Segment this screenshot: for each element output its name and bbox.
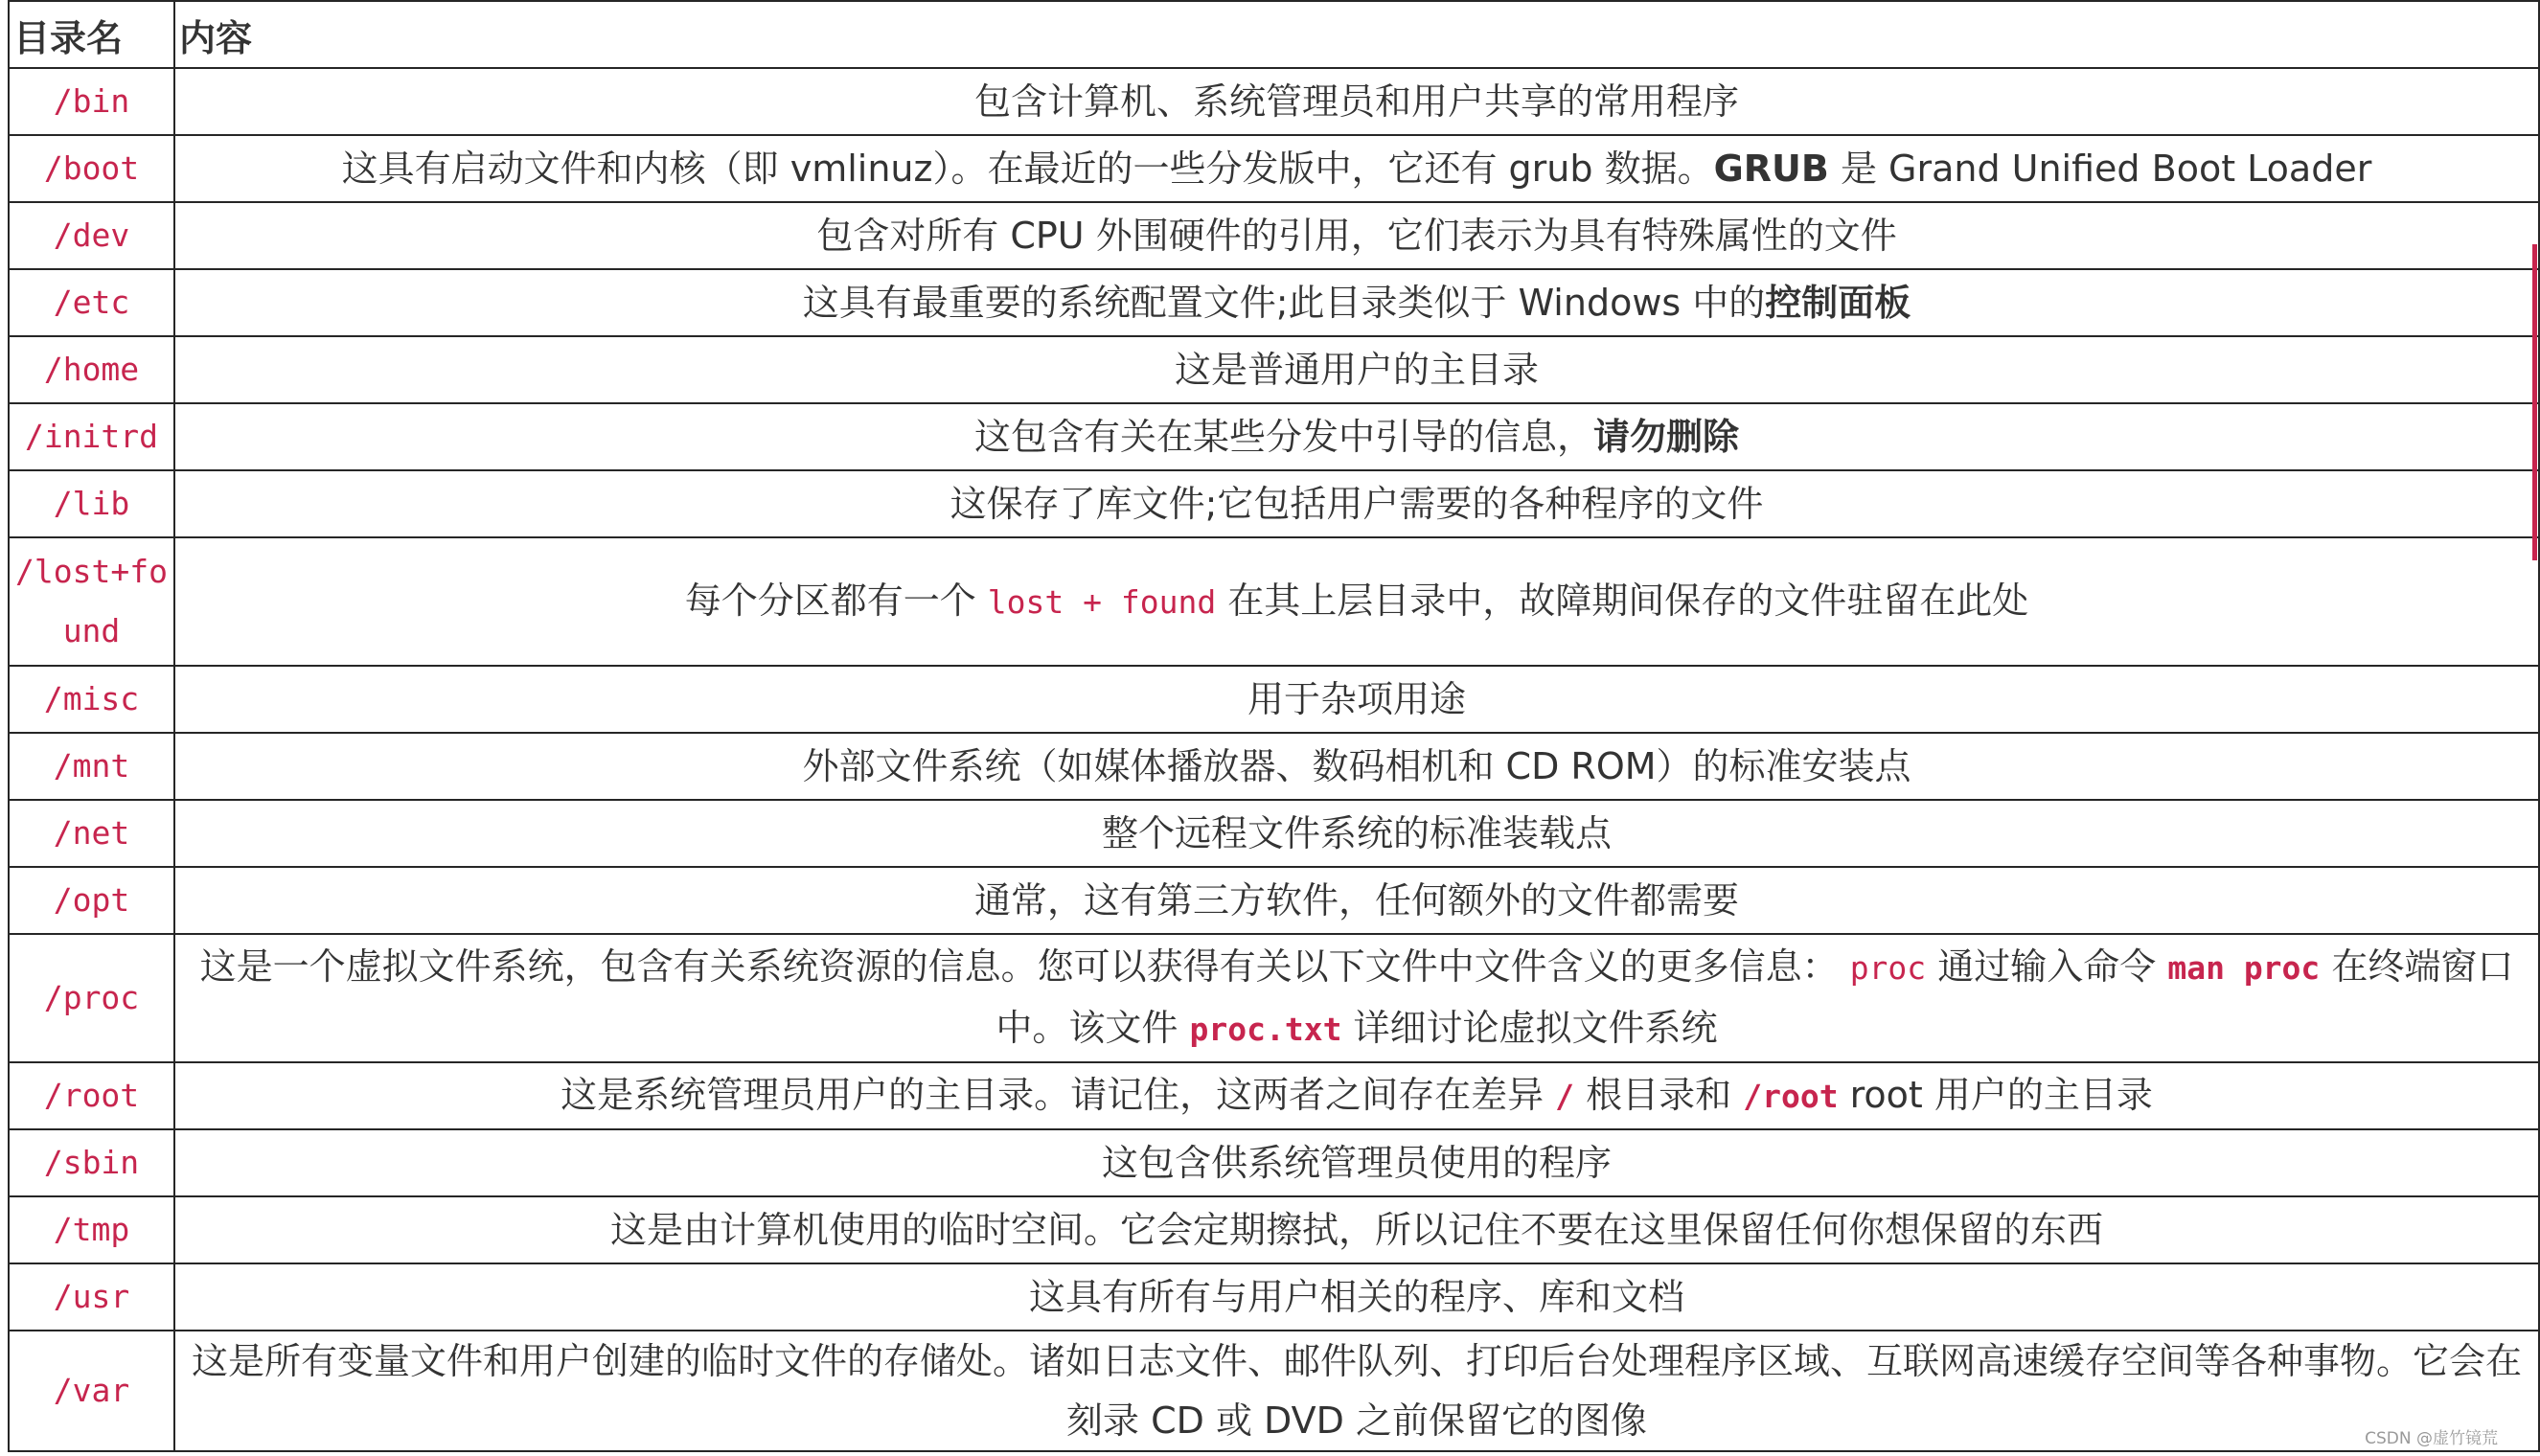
directory-name: /net [9,800,174,867]
directory-description: 这包含供系统管理员使用的程序 [174,1129,2539,1196]
directory-name: /var [9,1331,174,1451]
table-row [9,135,2539,202]
directory-description: 这包含有关在某些分发中引导的信息，请勿删除 [174,403,2539,470]
directory-name: /sbin [9,1129,174,1196]
table-row [9,800,2539,867]
directory-name: /home [9,336,174,403]
directory-description: 这具有所有与用户相关的程序、库和文档 [174,1263,2539,1331]
directory-description: 这具有启动文件和内核（即 vmlinuz）。在最近的一些分发版中，它还有 grub 数据。GRUB 是 Grand Unified Boot Loader [174,135,2539,202]
directory-description: 这是一个虚拟文件系统，包含有关系统资源的信息。您可以获得有关以下文件中文件含义的更多信息： proc 通过输入命令 man proc 在终端窗口中。该文件 proc.txt 详细讨论虚拟文件系统 [174,934,2539,1062]
directory-table [8,0,2540,1452]
directory-description: 包含对所有 CPU 外围硬件的引用，它们表示为具有特殊属性的文件 [174,202,2539,269]
table-row [9,68,2539,135]
table-row [9,934,2539,1062]
directory-description: 用于杂项用途 [174,666,2539,733]
table-row [9,403,2539,470]
table-row [9,1129,2539,1196]
directory-name: /bin [9,68,174,135]
directory-name: /tmp [9,1196,174,1263]
directory-name: /proc [9,934,174,1062]
directory-description: 每个分区都有一个 lost + found 在其上层目录中，故障期间保存的文件驻留在此处 [174,537,2539,666]
directory-description: 整个远程文件系统的标准装载点 [174,800,2539,867]
table-row [9,202,2539,269]
directory-name: /misc [9,666,174,733]
header-directory-name: 目录名 [9,1,174,68]
table-row [9,537,2539,666]
directory-name: /mnt [9,733,174,800]
table-header-row [9,1,2539,68]
directory-name: /dev [9,202,174,269]
directory-description: 这是由计算机使用的临时空间。它会定期擦拭，所以记住不要在这里保留任何你想保留的东西 [174,1196,2539,1263]
watermark: CSDN @虚竹镜荒 [2365,1429,2498,1448]
directory-name: /etc [9,269,174,336]
table-row [9,1062,2539,1129]
table-row [9,666,2539,733]
directory-description: 外部文件系统（如媒体播放器、数码相机和 CD ROM）的标准安装点 [174,733,2539,800]
table-row [9,336,2539,403]
directory-name: /root [9,1062,174,1129]
directory-name: /boot [9,135,174,202]
header-content: 内容 [174,1,2539,68]
directory-name: /opt [9,867,174,934]
scrollbar-thumb[interactable] [2532,244,2537,560]
directory-name: /usr [9,1263,174,1331]
directory-name: /initrd [9,403,174,470]
table-row [9,1263,2539,1331]
table-row [9,269,2539,336]
table-row [9,1331,2539,1451]
directory-description: 这具有最重要的系统配置文件;此目录类似于 Windows 中的控制面板 [174,269,2539,336]
directory-description: 这是普通用户的主目录 [174,336,2539,403]
directory-description: 这是所有变量文件和用户创建的临时文件的存储处。诸如日志文件、邮件队列、打印后台处理程序区域、互联网高速缓存空间等各种事物。它会在刻录 CD 或 DVD 之前保留它的图像 [174,1331,2539,1451]
directory-description: 这保存了库文件;它包括用户需要的各种程序的文件 [174,470,2539,537]
directory-description: 包含计算机、系统管理员和用户共享的常用程序 [174,68,2539,135]
table-row [9,470,2539,537]
table-row [9,733,2539,800]
table-row [9,1196,2539,1263]
directory-description: 通常，这有第三方软件，任何额外的文件都需要 [174,867,2539,934]
directory-name: /lib [9,470,174,537]
directory-name: /lost+found [9,537,174,666]
directory-description: 这是系统管理员用户的主目录。请记住，这两者之间存在差异 / 根目录和 /root root 用户的主目录 [174,1062,2539,1129]
table-row [9,867,2539,934]
